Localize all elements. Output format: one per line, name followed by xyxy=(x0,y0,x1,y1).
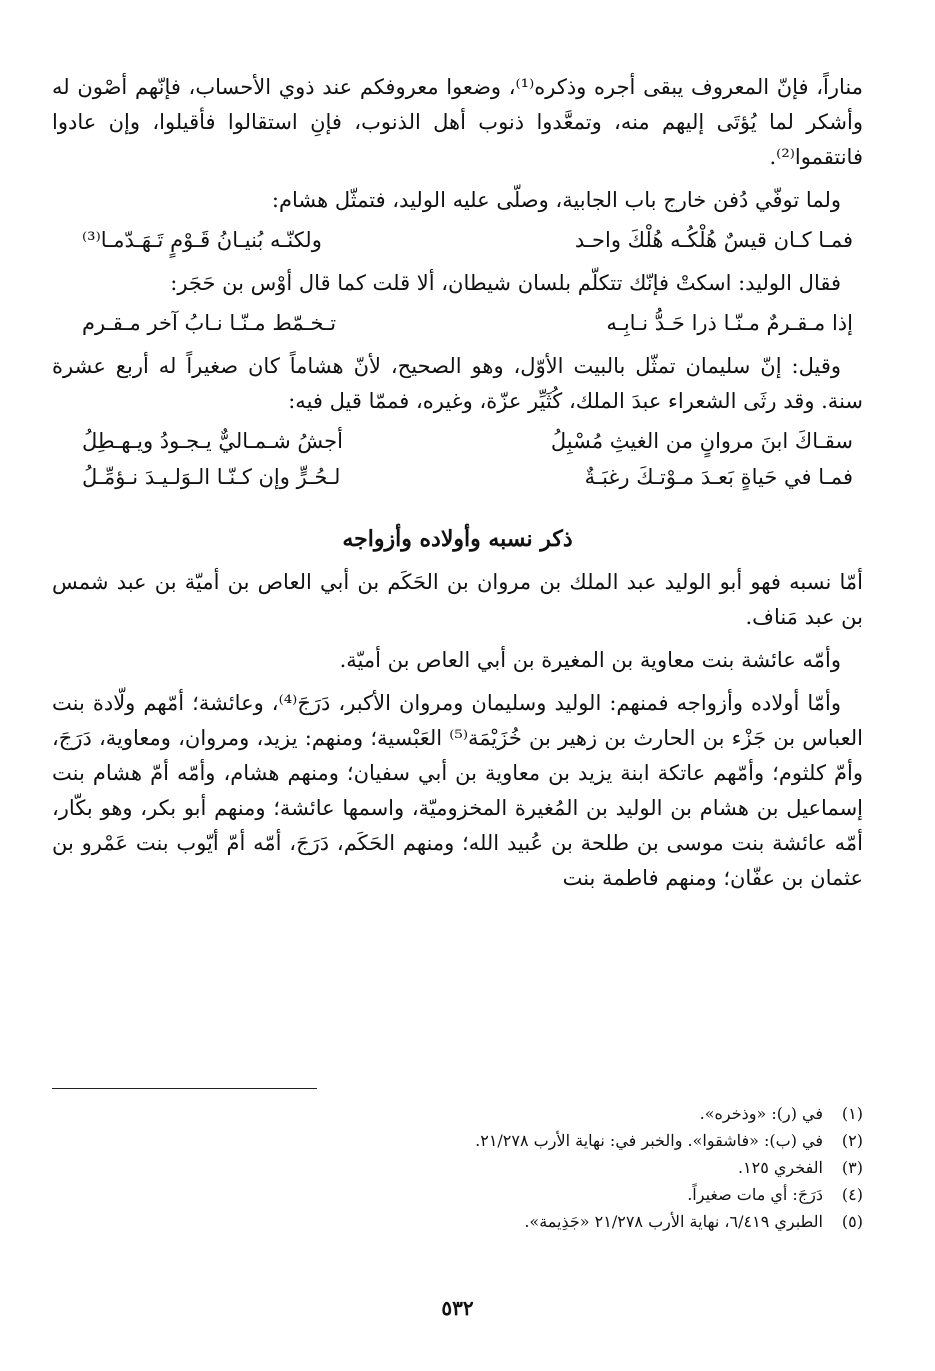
footnote-number: (٤) xyxy=(841,1185,863,1204)
verse-second-hemistich: أجشُ شـمـاليٌّ يـجـودُ ويـهـطِلُ xyxy=(82,429,343,453)
paragraph-sulayman: وقيل: إنّ سليمان تمثّل بالبيت الأوّل، وهو الصحيح، لأنّ هشاماً كان صغيراً له أربع عشرة سنة. وقد رثَى الشعراء عبدَ الملك، كُثَيِّر عزّة، وغيره، فممّا قيل فيه: xyxy=(52,354,863,413)
footnote-text: دَرَجَ: أي مات صغيراً. xyxy=(687,1185,823,1204)
verse-hisham xyxy=(52,222,863,258)
verse-elegy xyxy=(52,423,863,495)
verse-line xyxy=(52,305,863,341)
footnote-item xyxy=(52,1154,863,1181)
footnote-divider xyxy=(52,1088,317,1089)
paragraph-children: وأمّا أولاده وأزواجه فمنهم: الوليد وسليمان ومروان الأكبر، دَرَجَ⁽⁴⁾، وعائشة؛ أمّهم ولّادة بنت العباس بن جَزْء بن الحارث بن زهير بن خُزَيْمَة⁽⁵⁾ العَبْسية؛ ومنهم: يزيد، ومروان، ومعاوية، دَرَجَ، وأمّ كلثوم؛ وأمّهم عاتكة ابنة يزيد بن معاوية بن أبي سفيان؛ ومنهم هشام، وأمّه أمّ هشام بنت إسماعيل بن هشام بن الوليد بن المُغيرة المخزوميّة، واسمها عائشة؛ ومنهم أبو بكر، وهو بكّار، أمّه عائشة بنت موسى بن طلحة بن عُبيد الله؛ ومنهم الحَكَم، دَرَجَ، أمّه أمّ أيّوب بنت عَمْرو بن عثمان بن عفّان؛ ومنهم فاطمة بنت xyxy=(52,691,864,890)
section-heading: ذكر نسبه وأولاده وأزواجه xyxy=(342,526,573,552)
footnote-item xyxy=(52,1127,863,1154)
paragraph-opening: مناراً، فإنّ المعروف يبقى أجره وذكره⁽¹⁾، وضعوا معروفكم عند ذوي الأحساب، فإنّهم أصْون له وأشكر لما يُؤتَى إليهم منه، وتمعَّدوا ذنوب أهل الذنوب، فإنِ استقالوا فأقيلوا، وإن عادوا فانتقموا⁽²⁾. xyxy=(52,75,863,169)
verse-first-hemistich: فمـا كـان قيسٌ هُلْكُـه هُلْكَ واحـد xyxy=(574,228,853,252)
footnote-text: في (ب): «فاشقوا». والخبر في: نهاية الأرب ٢١/٢٧٨. xyxy=(475,1131,823,1150)
footnote-text: في (ر): «وذخره». xyxy=(699,1104,823,1123)
footnote-item xyxy=(52,1208,863,1235)
footnote-text: الفخري ١٢٥. xyxy=(737,1158,823,1177)
footnote-text: الطبري ٦/٤١٩، نهاية الأرب ٢١/٢٧٨ «جَذِيمة». xyxy=(524,1212,823,1231)
footnote-item xyxy=(52,1100,863,1127)
verse-second-hemistich: ولكنّـه بُنيـانُ قَـوْمٍ تَـهَـدّمـا⁽³⁾ xyxy=(82,228,322,252)
footnote-number: (١) xyxy=(841,1104,863,1123)
verse-second-hemistich: تـخـمّط مـنّـا نـابُ آخر مـقـرم xyxy=(82,311,337,335)
paragraph-lineage: أمّا نسبه فهو أبو الوليد عبد الملك بن مروان بن الحَكَم بن أبي العاص بن أميّة بن عبد شمس بن عبد مَناف. xyxy=(52,570,863,629)
verse-second-hemistich: لـحُـرٍّ وإن كـنّـا الـوَلـيـدَ نـؤمِّـلُ xyxy=(82,465,341,489)
paragraph-burial: ولما توفّي دُفن خارج باب الجابية، وصلّى عليه الوليد، فتمثّل هشام: xyxy=(271,188,841,212)
verse-line xyxy=(52,423,863,459)
footnote-number: (٣) xyxy=(841,1158,863,1177)
paragraph-mother: وأمّه عائشة بنت معاوية بن المغيرة بن أبي العاص بن أميّة. xyxy=(339,648,841,672)
book-page xyxy=(52,70,863,1371)
page-number: ٥٣٢ xyxy=(441,1296,474,1320)
footnote-number: (٥) xyxy=(841,1212,863,1231)
verse-aws xyxy=(52,305,863,341)
footnotes xyxy=(52,1100,863,1235)
verse-line xyxy=(52,222,863,258)
footnote-item xyxy=(52,1181,863,1208)
verse-first-hemistich: فمـا في حَياةٍ بَعـدَ مـوْتـكَ رغبَـةٌ xyxy=(584,465,853,489)
verse-line xyxy=(52,459,863,495)
verse-first-hemistich: إذا مـقـرمٌ مـنّـا ذرا حَـدُّ نـابِـه xyxy=(606,311,853,335)
verse-first-hemistich: سقـاكَ ابنَ مروانٍ من الغيثِ مُسْبِلُ xyxy=(550,429,853,453)
footnote-number: (٢) xyxy=(841,1131,863,1150)
paragraph-walid-reply: فقال الوليد: اسكتْ فإنّك تتكلّم بلسان شيطان، ألا قلت كما قال أوْس بن حَجَر: xyxy=(170,271,841,295)
